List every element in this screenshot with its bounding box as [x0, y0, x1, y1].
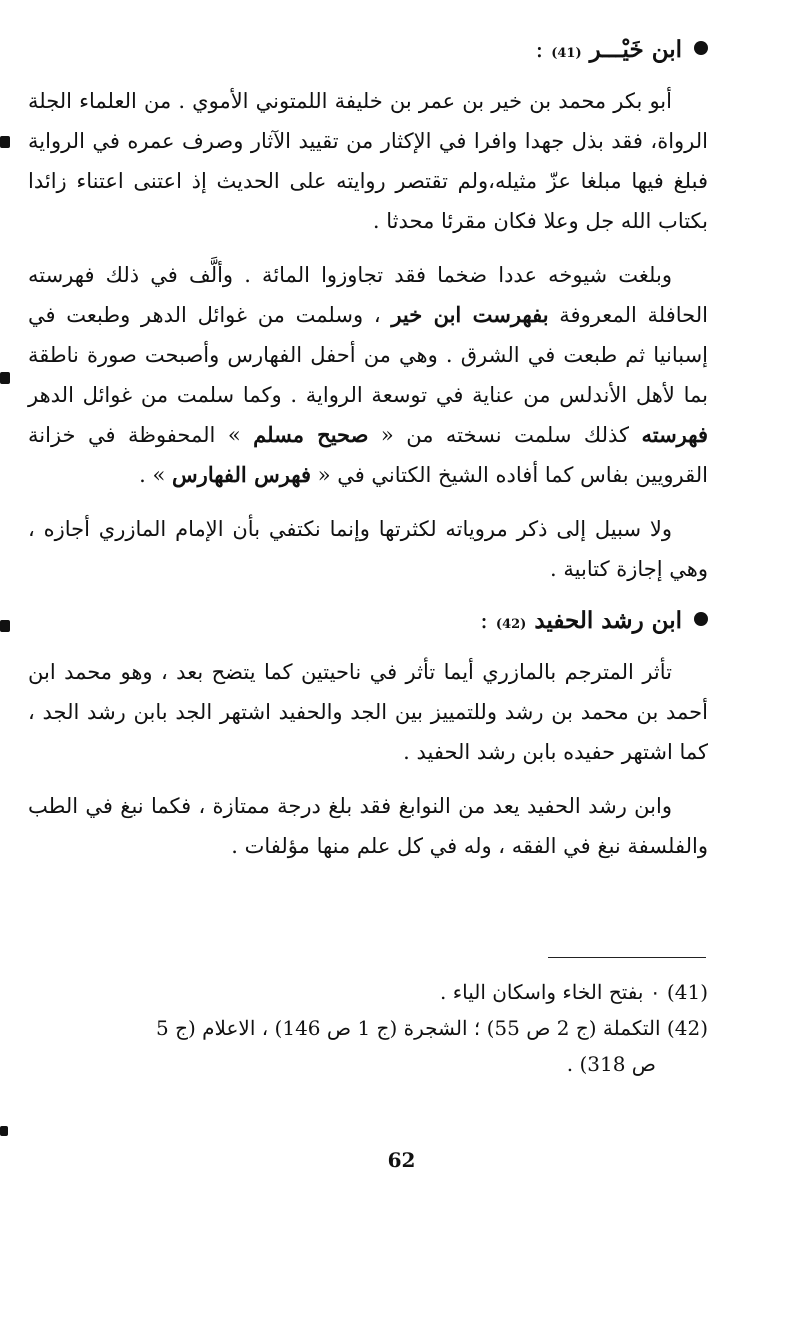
bullet-icon — [694, 41, 708, 55]
scan-mark — [0, 620, 10, 632]
paragraph-text: » . — [139, 463, 173, 487]
paragraph-text: أبو بكر محمد بن خير بن عمر بن خليفة اللمتوني الأموي . من العلماء الجلة الرواة، فقد بذل جهدا وافرا في الإكثار من تقييد الآثار وصرف عمره في الرواية فبلغ فيها مبلغا عزّ مثيله،ولم تقتصر روايته على الحديث إذ اعتنى اعتناء زائدا بكتاب الله جل وعلا فكان مقرئا محدثا . — [28, 89, 708, 233]
footnote-42: (42) التكملة (ج 2 ص 55) ؛ الشجرة (ج 1 ص 146) ، الاعلام (ج 5 — [156, 1016, 708, 1040]
section-heading-ibn-rushd — [28, 607, 708, 634]
section-heading-ibn-khayr — [28, 36, 708, 63]
bold-title: بفهرست ابن خير — [391, 302, 549, 327]
footnote-ref: (41) — [551, 46, 582, 61]
scan-mark — [0, 136, 10, 148]
footnote-rule — [548, 957, 706, 958]
paragraph-text: كذلك سلمت نسخته من « — [368, 423, 642, 447]
section-1-paragraphs — [28, 81, 708, 589]
paragraph-text: ولا سبيل إلى ذكر مروياته لكثرتها وإنما نكتفي بأن الإمام المازري أجازه ، وهي إجازة كتابية . — [28, 517, 708, 581]
section-2-paragraphs — [28, 652, 708, 866]
heading-text: ابن خَيْـــر — [589, 36, 682, 63]
paragraph-text: وابن رشد الحفيد يعد من النوابغ فقد بلغ درجة ممتازة ، فكما نبغ في الطب والفلسفة نبغ في الفقه ، وله في كل علم منها مؤلفات . — [28, 794, 708, 858]
bold-title: صحيح مسلم — [253, 422, 369, 447]
paragraph — [28, 509, 708, 589]
heading-colon: : — [480, 608, 488, 634]
paragraph — [28, 786, 708, 866]
paragraph — [28, 81, 708, 241]
paragraph-text: ، وسلمت من غوائل الدهر وطبعت في إسبانيا ثم طبعت في الشرق . وهي من أحفل الفهارس وأصبحت صورة ناطقة بما لأهل الأندلس من عناية في توسعة الرواية . وكما سلمت من غوائل الدهر — [28, 303, 708, 407]
scan-mark — [0, 1126, 8, 1136]
bold-title: فهرس الفهارس — [172, 462, 312, 487]
page-number: 62 — [387, 1148, 416, 1172]
bullet-icon — [694, 612, 708, 626]
footnote-41: (41) ٠ بفتح الخاء واسكان الياء . — [439, 980, 708, 1004]
paragraph-text: » المحفوظة في خزانة القرويين بفاس كما أفاده الشيخ الكتاني في « — [28, 423, 708, 487]
page-body — [28, 24, 708, 880]
paragraph — [28, 255, 708, 495]
footnote-42-continued: ص 318) . — [566, 1052, 656, 1076]
scan-mark — [0, 372, 10, 384]
heading-text: ابن رشد الحفيد — [534, 607, 682, 634]
footnotes — [28, 974, 708, 1082]
heading-colon: : — [535, 37, 544, 63]
footnote-ref: (42) — [495, 617, 527, 632]
paragraph — [28, 652, 708, 772]
bold-title: فهرسته — [641, 422, 708, 447]
paragraph-text: تأثر المترجم بالمازري أيما تأثر في ناحيتين كما يتضح بعد ، وهو محمد ابن أحمد بن محمد بن رشد وللتمييز بين الجد والحفيد اشتهر الجد بابن رشد الجد ، كما اشتهر حفيده بابن رشد الحفيد . — [28, 660, 708, 764]
paragraph-text: وبلغت شيوخه عددا ضخما فقد تجاوزوا المائة . وألَّف في ذلك فهرسته الحافلة المعروفة — [28, 263, 708, 327]
